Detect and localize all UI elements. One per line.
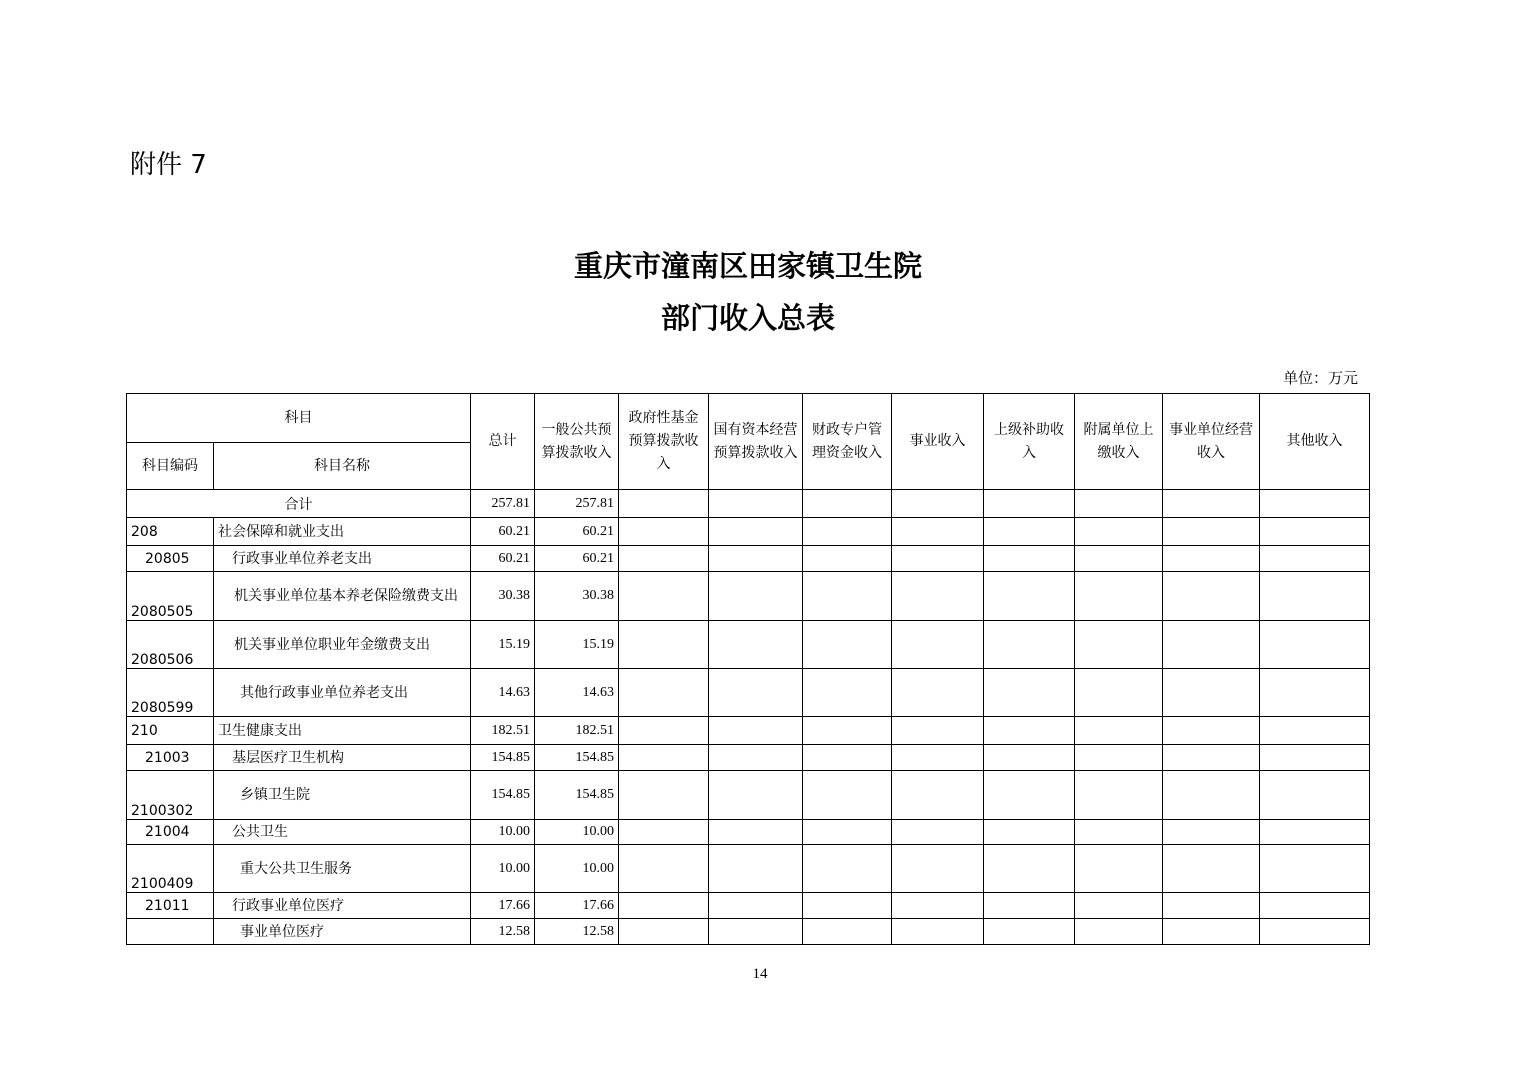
row-code: 2080599 xyxy=(127,669,214,717)
header-gov-fund: 政府性基金预算拨款收入 xyxy=(619,394,709,490)
table-row xyxy=(127,771,1370,820)
table-row xyxy=(127,621,1370,669)
row-name: 机关事业单位基本养老保险缴费支出 xyxy=(214,572,471,621)
header-subject: 科目 xyxy=(127,394,471,443)
row-total: 14.63 xyxy=(471,669,535,717)
table-row xyxy=(127,546,1370,572)
row-code xyxy=(127,919,214,945)
row-name: 机关事业单位职业年金缴费支出 xyxy=(214,621,471,669)
row-total: 60.21 xyxy=(471,518,535,546)
row-general: 17.66 xyxy=(535,893,619,919)
row-name: 行政事业单位养老支出 xyxy=(214,546,471,572)
row-name: 社会保障和就业支出 xyxy=(214,518,471,546)
row-general: 182.51 xyxy=(535,717,619,745)
row-general: 154.85 xyxy=(535,771,619,820)
row-code: 21011 xyxy=(127,893,214,919)
header-subject-name: 科目名称 xyxy=(214,443,471,490)
row-total: 17.66 xyxy=(471,893,535,919)
row-general: 10.00 xyxy=(535,845,619,893)
row-total: 10.00 xyxy=(471,820,535,845)
row-general: 60.21 xyxy=(535,546,619,572)
total-label: 合计 xyxy=(127,490,471,518)
row-code: 21003 xyxy=(127,745,214,771)
row-total: 10.00 xyxy=(471,845,535,893)
row-code: 2080506 xyxy=(127,621,214,669)
row-name: 基层医疗卫生机构 xyxy=(214,745,471,771)
row-total: 154.85 xyxy=(471,745,535,771)
row-general: 15.19 xyxy=(535,621,619,669)
document-title: 重庆市潼南区田家镇卫生院 xyxy=(573,249,922,283)
header-subject-code: 科目编码 xyxy=(127,443,214,490)
header-special-account: 财政专户管理资金收入 xyxy=(803,394,892,490)
page-number: 14 xyxy=(752,966,768,982)
row-code: 2100409 xyxy=(127,845,214,893)
row-code: 208 xyxy=(127,518,214,546)
row-name: 行政事业单位医疗 xyxy=(214,893,471,919)
row-general: 10.00 xyxy=(535,820,619,845)
row-code: 2080505 xyxy=(127,572,214,621)
row-name: 公共卫生 xyxy=(214,820,471,845)
row-total: 15.19 xyxy=(471,621,535,669)
table-row xyxy=(127,669,1370,717)
income-table xyxy=(126,393,1370,945)
row-total: 182.51 xyxy=(471,717,535,745)
header-operating-income: 事业单位经营收入 xyxy=(1163,394,1260,490)
table-row xyxy=(127,518,1370,546)
row-name: 卫生健康支出 xyxy=(214,717,471,745)
row-name: 乡镇卫生院 xyxy=(214,771,471,820)
document-subtitle: 部门收入总表 xyxy=(660,301,835,335)
row-name: 事业单位医疗 xyxy=(214,919,471,945)
header-state-capital: 国有资本经营预算拨款收入 xyxy=(709,394,803,490)
table-row xyxy=(127,893,1370,919)
row-general: 154.85 xyxy=(535,745,619,771)
attachment-label: 附件 7 xyxy=(130,150,207,180)
table-row xyxy=(127,820,1370,845)
total-row xyxy=(127,490,1370,518)
table-row xyxy=(127,845,1370,893)
unit-label: 单位：万元 xyxy=(1282,369,1358,387)
table-row xyxy=(127,919,1370,945)
row-general: 14.63 xyxy=(535,669,619,717)
row-code: 2100302 xyxy=(127,771,214,820)
row-code: 210 xyxy=(127,717,214,745)
row-name: 其他行政事业单位养老支出 xyxy=(214,669,471,717)
header-affiliated-income: 附属单位上缴收入 xyxy=(1075,394,1163,490)
table-row xyxy=(127,745,1370,771)
table-row xyxy=(127,717,1370,745)
row-code: 20805 xyxy=(127,546,214,572)
row-code: 21004 xyxy=(127,820,214,845)
header-general-budget: 一般公共预算拨款收入 xyxy=(535,394,619,490)
row-total: 30.38 xyxy=(471,572,535,621)
row-general: 12.58 xyxy=(535,919,619,945)
total-value: 257.81 xyxy=(471,490,535,518)
row-general: 30.38 xyxy=(535,572,619,621)
header-superior-subsidy: 上级补助收入 xyxy=(984,394,1075,490)
row-total: 60.21 xyxy=(471,546,535,572)
table-row xyxy=(127,572,1370,621)
header-total: 总计 xyxy=(471,394,535,490)
header-other-income: 其他收入 xyxy=(1260,394,1370,490)
row-general: 60.21 xyxy=(535,518,619,546)
row-total: 12.58 xyxy=(471,919,535,945)
header-business-income: 事业收入 xyxy=(892,394,984,490)
general-value: 257.81 xyxy=(535,490,619,518)
row-name: 重大公共卫生服务 xyxy=(214,845,471,893)
row-total: 154.85 xyxy=(471,771,535,820)
